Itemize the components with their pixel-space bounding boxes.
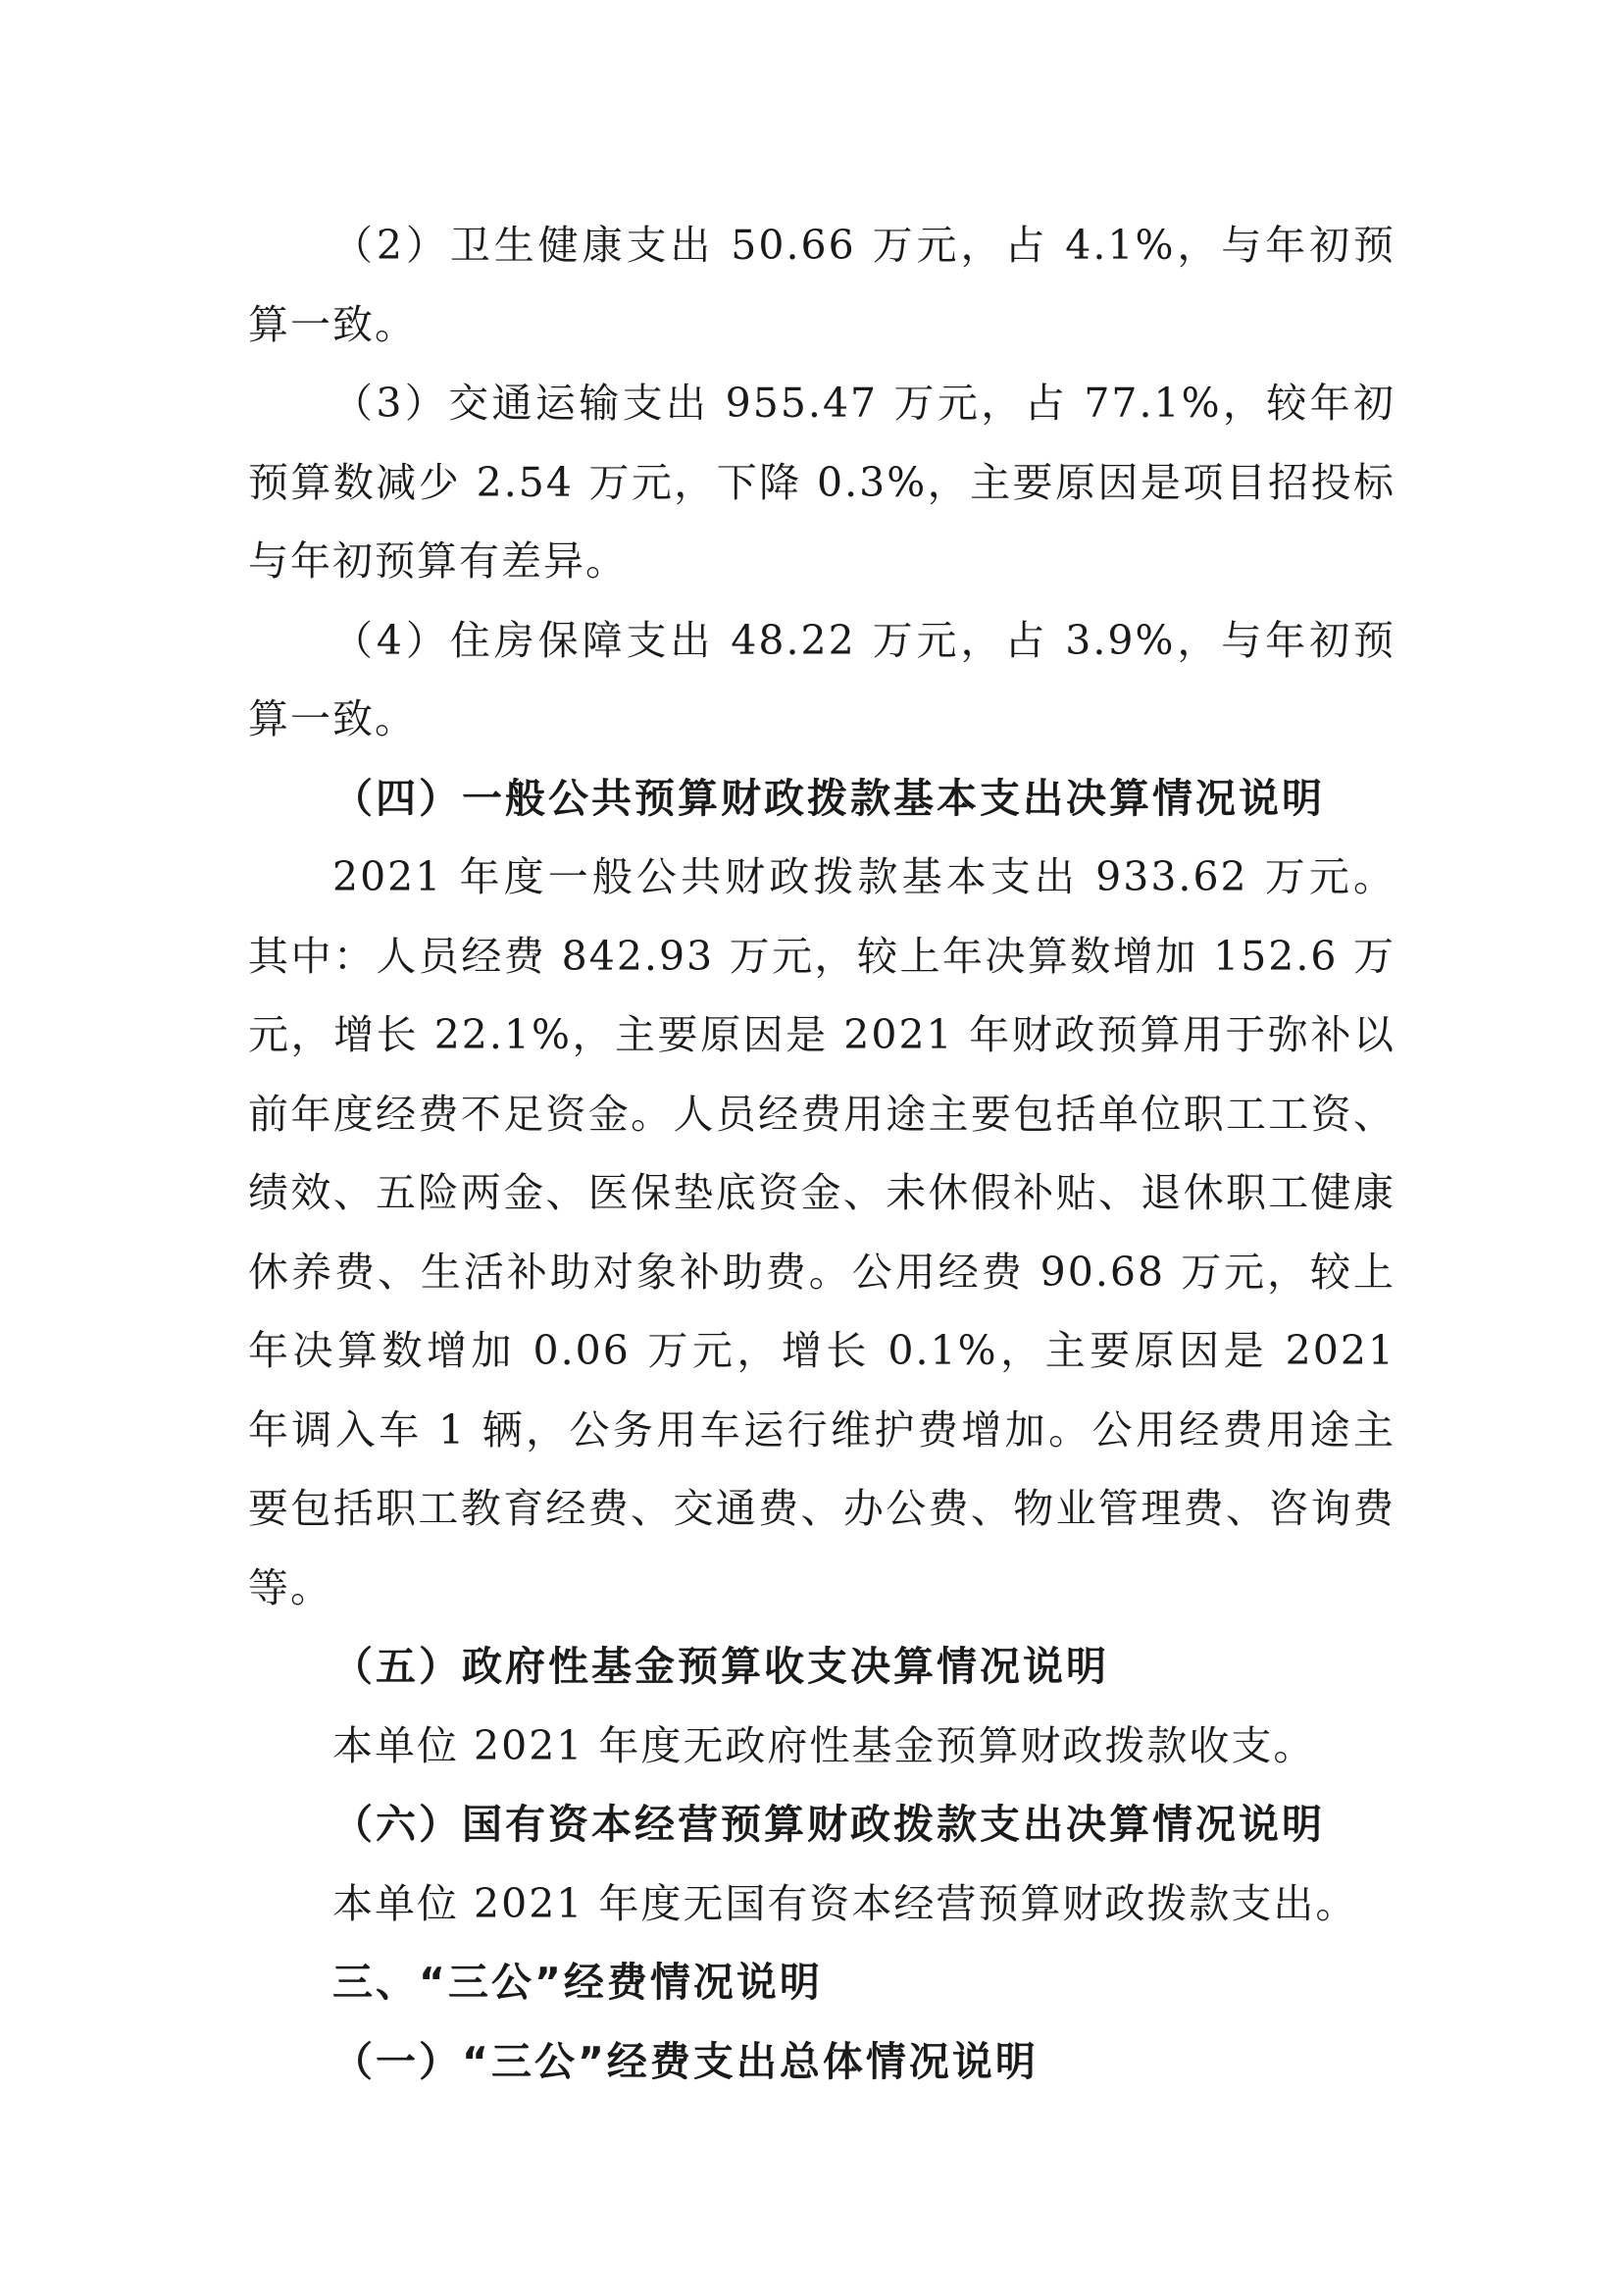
heading-government-fund: （五）政府性基金预算收支决算情况说明	[332, 1643, 1109, 1690]
paragraph-state-capital: 本单位 2021 年度无国有资本经营预算财政拨款支出。	[332, 1879, 1358, 1927]
paragraph-transport-expenditure: （3）交通运输支出 955.47 万元，占 77.1%，较年初预算数减少 2.54 万元，下降 0.3%，主要原因是项目招投标与年初预算有差异。	[248, 380, 1395, 585]
heading-state-capital: （六）国有资本经营预算财政拨款支出决算情况说明	[332, 1801, 1325, 1848]
document-body	[248, 206, 1395, 2101]
paragraph-health-expenditure: （2）卫生健康支出 50.66 万元，占 4.1%，与年初预算一致。	[248, 222, 1395, 348]
paragraph-basic-expenditure: 2021 年度一般公共财政拨款基本支出 933.62 万元。其中：人员经费 842.93 万元，较上年决算数增加 152.6 万元，增长 22.1%，主要原因是 2021 年财政预算用于弥补以前年度经费不足资金。人员经费用途主要包括单位职工工资、绩效、五险两金、医保垫底资金、未休假补贴、退休职工健康休养费、生活补助对象补助费。公用经费 90.68 万元，较上年决算数增加 0.06 万元，增长 0.1%，主要原因是 2021 年调入车 1 辆，公务用车运行维护费增加。公用经费用途主要包括职工教育经费、交通费、办公费、物业管理费、咨询费等。	[248, 853, 1395, 1611]
heading-three-public: 三、“三公”经费情况说明	[332, 1959, 823, 2006]
heading-basic-expenditure: （四）一般公共预算财政拨款基本支出决算情况说明	[332, 774, 1325, 822]
paragraph-housing-expenditure: （4）住房保障支出 48.22 万元，占 3.9%，与年初预算一致。	[248, 616, 1395, 742]
heading-three-public-overview: （一）“三公”经费支出总体情况说明	[332, 2037, 1039, 2085]
paragraph-government-fund: 本单位 2021 年度无政府性基金预算财政拨款收支。	[332, 1721, 1316, 1769]
